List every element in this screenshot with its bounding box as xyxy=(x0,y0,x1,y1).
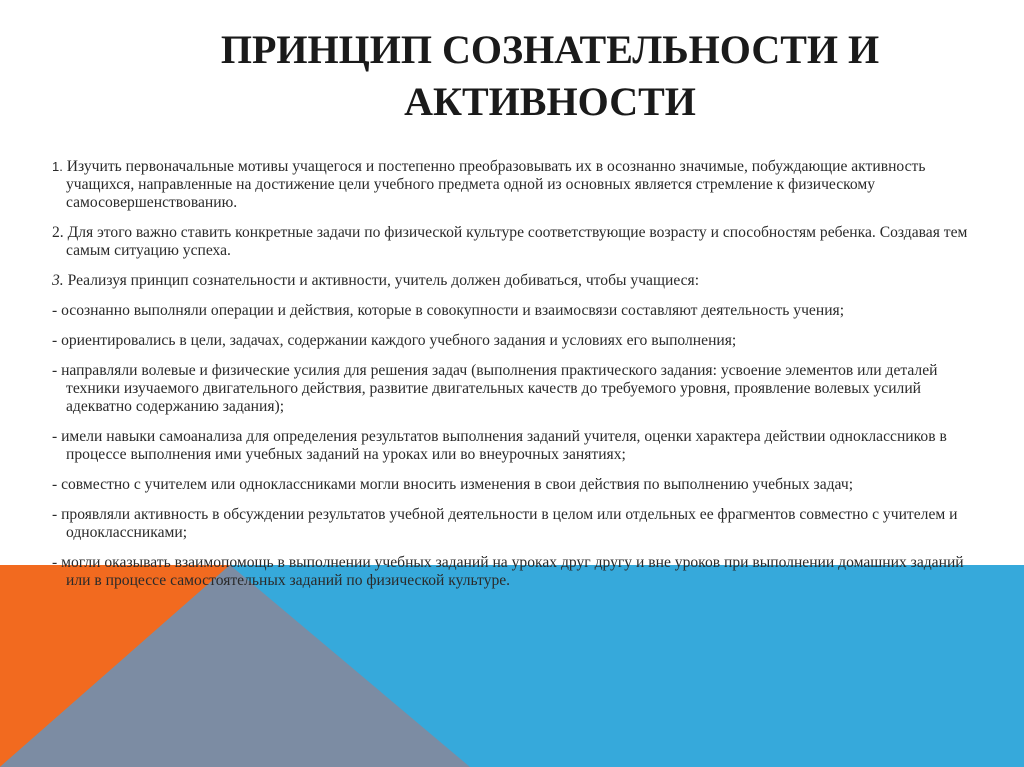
slide-body xyxy=(52,158,987,602)
list-item xyxy=(52,428,987,464)
list-item xyxy=(52,302,987,320)
list-item xyxy=(52,476,987,494)
list-item xyxy=(52,272,987,290)
list-item xyxy=(52,554,987,590)
item-text: - направляли волевые и физические усилия для решения задач (выполнения практического задания: усвоение элементов или деталей техники изучаемого двигательного действия, развитие двигательных качеств до требуемого уровня, проявление волевых усилий адекватно содержанию задания); xyxy=(52,362,938,415)
item-number: 1. xyxy=(52,159,63,174)
list-item xyxy=(52,506,987,542)
list-item xyxy=(52,332,987,350)
list-item xyxy=(52,362,987,416)
item-text: - осознанно выполняли операции и действия, которые в совокупности и взаимосвязи составляют деятельность учения; xyxy=(52,302,845,319)
item-number: 3. xyxy=(52,272,64,289)
item-text: - проявляли активность в обсуждении результатов учебной деятельности в целом или отдельных ее фрагментов совместно с учителем и одноклассниками; xyxy=(52,506,958,541)
item-text: Изучить первоначальные мотивы учащегося и постепенно преобразовывать их в осознанно значимые, побуждающие активность учащихся, направленные на достижение цели учебного предмета одной из основных является стремление к физическому самосовершенствованию. xyxy=(62,158,926,211)
slide-title xyxy=(140,24,960,128)
item-text: Реализуя принцип сознательности и активности, учитель должен добиваться, чтобы учащиеся: xyxy=(63,272,700,289)
item-text: - совместно с учителем или одноклассниками могли вносить изменения в свои действия по выполнению учебных задач; xyxy=(52,476,854,493)
list-item xyxy=(52,224,987,260)
title-line-1: ПРИНЦИП СОЗНАТЕЛЬНОСТИ И xyxy=(220,27,880,72)
item-text: Для этого важно ставить конкретные задачи по физической культуре соответствующие возрасту и способностям ребенка. Создавая тем самым ситуацию успеха. xyxy=(63,224,968,259)
title-line-2: АКТИВНОСТИ xyxy=(404,79,696,124)
list-item xyxy=(52,158,987,212)
item-text: - ориентировались в цели, задачах, содержании каждого учебного задания и условиях его выполнения; xyxy=(52,332,737,349)
item-text: - имели навыки самоанализа для определения результатов выполнения заданий учителя, оценки характера действии одноклассников в процессе выполнения ими учебных заданий на уроках или во внеурочных занятиях; xyxy=(52,428,947,463)
item-number: 2. xyxy=(52,224,64,241)
item-text: - могли оказывать взаимопомощь в выполнении учебных заданий на уроках друг другу и вне уроков при выполнении домашних заданий или в процессе самостоятельных заданий по физической культуре. xyxy=(52,554,964,589)
